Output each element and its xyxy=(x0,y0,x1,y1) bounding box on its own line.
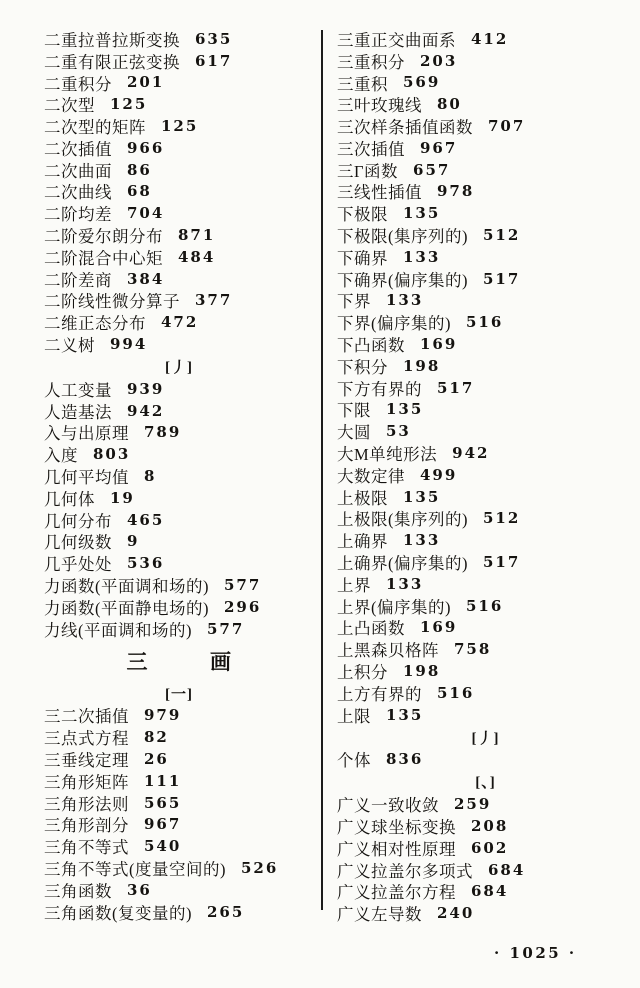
index-entry xyxy=(44,726,314,748)
entry-term: 下极限 xyxy=(337,205,388,225)
entry-page-number: 512 xyxy=(483,509,521,528)
entry-page-number: 472 xyxy=(161,313,199,332)
entry-term: 二维正态分布 xyxy=(44,314,146,334)
section-heading-char: 三 xyxy=(126,649,148,674)
index-entry xyxy=(337,93,634,115)
index-entry xyxy=(337,355,634,377)
index-entry xyxy=(337,859,634,881)
entry-term: 广义拉盖尔方程 xyxy=(337,883,456,903)
entry-page-number: 536 xyxy=(127,554,165,573)
entry-page-number: 684 xyxy=(471,882,509,901)
entry-term: 广义拉盖尔多项式 xyxy=(337,861,473,881)
entry-page-number: 517 xyxy=(437,378,475,397)
entry-term: 二阶爱尔朗分布 xyxy=(44,227,163,247)
entry-term: 几何平均值 xyxy=(44,468,129,488)
index-entry xyxy=(44,748,314,770)
entry-page-number: 198 xyxy=(403,662,441,680)
stroke-group-marker: [一] xyxy=(165,686,193,703)
entry-page-number: 707 xyxy=(488,117,526,136)
index-entry xyxy=(44,552,314,574)
index-entry xyxy=(337,246,634,268)
section-heading-char: 画 xyxy=(210,649,232,674)
entry-term: 三叶玫瑰线 xyxy=(337,96,422,116)
entry-page-number: 978 xyxy=(437,182,475,201)
entry-page-number: 133 xyxy=(386,574,424,593)
entry-term: 三线性插值 xyxy=(337,183,422,203)
entry-term: 大圆 xyxy=(337,423,371,443)
index-entry xyxy=(44,93,314,115)
entry-page-number: 465 xyxy=(127,510,165,529)
entry-page-number: 516 xyxy=(466,313,504,332)
entry-term: 上黑森贝格阵 xyxy=(337,641,439,661)
index-entry xyxy=(337,815,634,837)
entry-term: 下界(偏序集的) xyxy=(337,314,451,334)
entry-term: 广义左导数 xyxy=(337,905,422,925)
index-entry xyxy=(44,159,314,181)
index-entry xyxy=(44,705,314,727)
index-entry xyxy=(44,50,314,72)
entry-page-number: 499 xyxy=(420,465,458,484)
entry-page-number: 125 xyxy=(110,95,148,114)
entry-term: 三角形矩阵 xyxy=(44,772,129,792)
index-entry xyxy=(337,508,634,530)
stroke-group-marker: [、] xyxy=(475,775,496,792)
entry-page-number: 994 xyxy=(110,335,148,354)
entry-page-number: 82 xyxy=(144,728,169,747)
index-entry xyxy=(44,835,314,857)
index-entry xyxy=(337,268,634,290)
entry-term: 下界 xyxy=(337,292,371,312)
index-entry xyxy=(44,443,314,465)
entry-page-number: 942 xyxy=(127,401,165,420)
entry-term: 三角不等式 xyxy=(44,838,129,858)
entry-term: 上极限 xyxy=(337,488,388,508)
index-entry xyxy=(44,378,314,400)
entry-term: 上确界 xyxy=(337,532,388,552)
entry-page-number: 9 xyxy=(127,532,140,551)
entry-term: 力线(平面调和场的) xyxy=(44,620,192,640)
entry-page-number: 259 xyxy=(454,795,492,814)
entry-term: 人造基法 xyxy=(44,402,112,422)
entry-term: 几乎处处 xyxy=(44,555,112,575)
entry-page-number: 966 xyxy=(127,138,165,157)
entry-term: 个体 xyxy=(337,751,371,771)
entry-page-number: 135 xyxy=(403,204,441,223)
entry-page-number: 967 xyxy=(420,138,458,157)
index-entry xyxy=(44,879,314,901)
entry-term: 二阶均差 xyxy=(44,205,112,225)
index-entry xyxy=(44,224,314,246)
entry-page-number: 942 xyxy=(452,444,490,463)
index-entry xyxy=(44,814,314,836)
entry-term: 上确界(偏序集的) xyxy=(337,554,468,574)
entry-term: 二重积分 xyxy=(44,74,112,94)
entry-term: 三次样条插值函数 xyxy=(337,118,473,138)
entry-page-number: 635 xyxy=(195,29,233,48)
entry-term: 三角形法则 xyxy=(44,794,129,814)
entry-term: 下限 xyxy=(337,401,371,421)
index-entry xyxy=(44,857,314,879)
entry-page-number: 240 xyxy=(437,904,475,923)
entry-term: 三重积分 xyxy=(337,52,405,72)
entry-term: 三角不等式(度量空间的) xyxy=(44,860,226,879)
index-entry xyxy=(44,246,314,268)
entry-page-number: 53 xyxy=(386,422,411,441)
entry-term: 上方有界的 xyxy=(337,684,422,704)
entry-page-number: 602 xyxy=(471,838,509,857)
entry-page-number: 208 xyxy=(471,816,509,835)
entry-term: 广义球坐标变换 xyxy=(337,818,456,837)
index-entry xyxy=(337,159,634,181)
entry-term: 几何级数 xyxy=(44,533,112,553)
entry-term: 广义一致收敛 xyxy=(337,796,439,816)
entry-page-number: 135 xyxy=(386,400,424,419)
index-entry xyxy=(44,268,314,290)
entry-term: 三角形剖分 xyxy=(44,816,129,836)
entry-term: 二次型的矩阵 xyxy=(44,118,146,138)
entry-page-number: 569 xyxy=(403,73,441,92)
index-entry xyxy=(337,224,634,246)
entry-page-number: 803 xyxy=(93,445,131,464)
index-entry xyxy=(337,638,634,660)
index-entry xyxy=(337,202,634,224)
index-entry xyxy=(44,487,314,509)
entry-term: 上凸函数 xyxy=(337,619,405,639)
entry-term: 上界 xyxy=(337,575,371,595)
entry-page-number: 135 xyxy=(386,705,424,724)
index-entry xyxy=(337,28,634,50)
entry-term: 三垂线定理 xyxy=(44,751,129,771)
index-entry xyxy=(44,465,314,487)
index-entry xyxy=(337,880,634,902)
entry-page-number: 169 xyxy=(420,335,458,354)
entry-term: 三重正交曲面系 xyxy=(337,30,456,50)
entry-term: 二次插值 xyxy=(44,139,112,159)
entry-page-number: 19 xyxy=(110,488,135,507)
entry-page-number: 939 xyxy=(127,379,165,398)
index-entry xyxy=(44,72,314,94)
index-entry xyxy=(337,137,634,159)
entry-term: 三次插值 xyxy=(337,139,405,159)
entry-term: 下方有界的 xyxy=(337,379,422,399)
index-entry xyxy=(337,420,634,442)
entry-term: 二义树 xyxy=(44,336,95,356)
index-entry xyxy=(337,682,634,704)
entry-term: 力函数(平面静电场的) xyxy=(44,598,209,618)
entry-term: 人工变量 xyxy=(44,380,112,400)
entry-term: 三Γ函数 xyxy=(337,161,399,181)
index-entry xyxy=(337,464,634,486)
left-column xyxy=(0,0,322,924)
entry-page-number: 758 xyxy=(454,640,492,659)
entry-page-number: 517 xyxy=(483,269,521,288)
index-entry xyxy=(44,115,314,137)
entry-page-number: 36 xyxy=(127,880,152,899)
entry-term: 二阶混合中心矩 xyxy=(44,248,163,268)
entry-term: 上积分 xyxy=(337,663,388,683)
entry-page-number: 133 xyxy=(386,291,424,310)
entry-term: 下积分 xyxy=(337,357,388,377)
index-entry xyxy=(44,28,314,50)
entry-page-number: 565 xyxy=(144,793,182,812)
entry-term: 力函数(平面调和场的) xyxy=(44,577,209,597)
index-entry xyxy=(337,115,634,137)
entry-term: 几何分布 xyxy=(44,511,112,531)
entry-page-number: 526 xyxy=(241,858,279,877)
entry-term: 下极限(集序列的) xyxy=(337,227,468,247)
entry-term: 二重有限正弦变换 xyxy=(44,52,180,72)
entry-page-number: 133 xyxy=(403,531,441,550)
entry-page-number: 135 xyxy=(403,487,441,506)
entry-term: 入度 xyxy=(44,446,78,466)
entry-page-number: 377 xyxy=(195,291,233,310)
index-entry xyxy=(337,837,634,859)
entry-term: 上界(偏序集的) xyxy=(337,597,451,617)
entry-term: 几何体 xyxy=(44,489,95,509)
entry-page-number: 512 xyxy=(483,226,521,245)
index-entry xyxy=(337,551,634,573)
entry-page-number: 577 xyxy=(224,576,262,595)
entry-page-number: 979 xyxy=(144,706,182,725)
index-entry xyxy=(44,333,314,355)
index-entry xyxy=(337,377,634,399)
entry-page-number: 516 xyxy=(437,683,475,702)
index-entry xyxy=(337,595,634,617)
entry-page-number: 203 xyxy=(420,51,458,70)
entry-page-number: 484 xyxy=(178,247,216,266)
entry-term: 大数定律 xyxy=(337,466,405,486)
entry-term: 大M单纯形法 xyxy=(337,445,438,465)
index-entry xyxy=(44,792,314,814)
index-entry xyxy=(44,137,314,159)
entry-page-number: 789 xyxy=(144,423,182,442)
entry-page-number: 111 xyxy=(144,771,182,790)
entry-term: 三角函数 xyxy=(44,881,112,901)
page-number: · 1025 · xyxy=(494,944,577,962)
entry-page-number: 412 xyxy=(471,29,509,48)
index-entry xyxy=(44,901,314,923)
index-entry xyxy=(44,202,314,224)
entry-page-number: 617 xyxy=(195,51,233,70)
index-entry xyxy=(44,770,314,792)
index-entry xyxy=(337,529,634,551)
index-entry xyxy=(337,50,634,72)
index-entry xyxy=(44,618,314,640)
entry-term: 上限 xyxy=(337,706,371,726)
index-entry xyxy=(337,486,634,508)
entry-term: 上极限(集序列的) xyxy=(337,510,468,530)
entry-page-number: 80 xyxy=(437,95,462,114)
index-entry xyxy=(337,573,634,595)
index-entry xyxy=(337,311,634,333)
index-entry xyxy=(44,400,314,422)
index-entry xyxy=(337,793,634,815)
entry-page-number: 684 xyxy=(488,860,526,879)
entry-term: 三角函数(复变量的) xyxy=(44,903,192,923)
index-entry xyxy=(337,902,634,924)
entry-term: 下确界 xyxy=(337,248,388,268)
entry-term: 二重拉普拉斯变换 xyxy=(44,30,180,50)
index-entry xyxy=(44,509,314,531)
entry-term: 二次型 xyxy=(44,96,95,116)
entry-term: 广义相对性原理 xyxy=(337,839,456,859)
entry-page-number: 657 xyxy=(413,160,451,179)
entry-term: 二次曲线 xyxy=(44,183,112,203)
entry-term: 三二次插值 xyxy=(44,707,129,727)
stroke-group-marker: [丿] xyxy=(471,730,500,747)
entry-page-number: 86 xyxy=(127,160,152,179)
entry-term: 二阶差商 xyxy=(44,270,112,290)
entry-page-number: 836 xyxy=(386,750,424,769)
index-entry xyxy=(44,311,314,333)
index-entry xyxy=(337,181,634,203)
index-entry xyxy=(44,290,314,312)
index-entry xyxy=(337,399,634,421)
entry-page-number: 198 xyxy=(403,356,441,375)
entry-term: 二阶线性微分算子 xyxy=(44,292,180,312)
column-divider xyxy=(321,30,323,910)
entry-page-number: 26 xyxy=(144,750,169,768)
index-entry xyxy=(44,531,314,553)
entry-term: 下确界(偏序集的) xyxy=(337,270,468,290)
entry-term: 下凸函数 xyxy=(337,336,405,356)
index-entry xyxy=(337,442,634,464)
entry-page-number: 967 xyxy=(144,815,182,834)
index-entry xyxy=(337,617,634,639)
entry-page-number: 540 xyxy=(144,837,182,856)
entry-page-number: 68 xyxy=(127,182,152,201)
entry-page-number: 296 xyxy=(224,597,262,616)
entry-page-number: 516 xyxy=(466,596,504,615)
index-entry xyxy=(337,72,634,94)
section-heading xyxy=(44,640,314,682)
entry-page-number: 384 xyxy=(127,269,165,288)
index-entry xyxy=(337,333,634,355)
index-entry xyxy=(337,749,634,771)
entry-page-number: 169 xyxy=(420,618,458,637)
entry-term: 二次曲面 xyxy=(44,161,112,181)
entry-page-number: 133 xyxy=(403,247,441,266)
entry-term: 三重积 xyxy=(337,74,388,94)
entry-term: 三点式方程 xyxy=(44,729,129,749)
entry-page-number: 125 xyxy=(161,117,199,136)
right-column xyxy=(322,0,640,924)
index-entry xyxy=(44,574,314,596)
index-entry xyxy=(44,181,314,203)
entry-page-number: 517 xyxy=(483,553,521,572)
entry-page-number: 577 xyxy=(207,619,245,638)
entry-page-number: 8 xyxy=(144,467,157,486)
index-entry xyxy=(337,290,634,312)
entry-page-number: 265 xyxy=(207,902,245,921)
stroke-group-marker: [丿] xyxy=(165,359,193,376)
index-entry xyxy=(337,704,634,726)
entry-page-number: 704 xyxy=(127,204,165,223)
entry-page-number: 201 xyxy=(127,73,165,92)
index-entry xyxy=(44,596,314,618)
entry-term: 入与出原理 xyxy=(44,424,129,444)
index-entry xyxy=(44,422,314,444)
index-entry xyxy=(337,660,634,682)
entry-page-number: 871 xyxy=(178,226,216,245)
